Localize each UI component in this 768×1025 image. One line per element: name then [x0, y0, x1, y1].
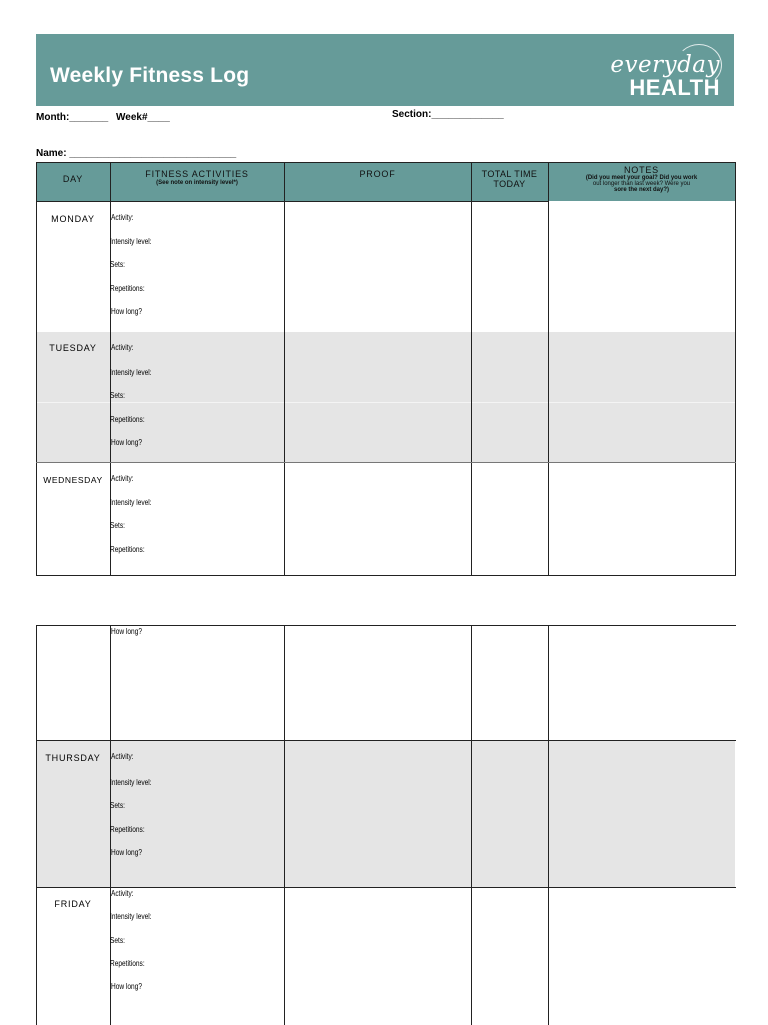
- col-notes-sub-2: out longer than last week? Were you: [592, 181, 691, 187]
- grid-line: [471, 163, 472, 576]
- grid-line: [284, 625, 285, 1025]
- grid-line: [36, 162, 736, 163]
- friday-how-long-label: How long?: [111, 982, 143, 991]
- tuesday-intensity-label: Intensity level:: [110, 368, 152, 377]
- monday-repetitions-label: Repetitions:: [110, 284, 145, 293]
- friday-sets-label: Sets:: [110, 936, 125, 945]
- week-field[interactable]: Week#____: [116, 112, 170, 123]
- day-tuesday: TUESDAY: [49, 343, 97, 353]
- grid-line: [36, 462, 736, 463]
- thursday-activity-label: Activity:: [111, 752, 134, 761]
- logo-script-text: everyday: [610, 52, 720, 78]
- thursday-row-shade: [37, 741, 735, 887]
- monday-intensity-label: Intensity level:: [110, 237, 152, 246]
- monday-activity-label: Activity:: [111, 213, 134, 222]
- wednesday-how-long-label: How long?: [111, 627, 143, 636]
- col-total-time: [471, 163, 548, 201]
- name-field[interactable]: Name: ______________________________: [36, 148, 237, 159]
- tuesday-activity-label: Activity:: [111, 343, 134, 352]
- grid-line: [471, 625, 472, 1025]
- grid-line: [36, 625, 37, 1025]
- col-day: [36, 163, 110, 201]
- friday-repetitions-label: Repetitions:: [110, 959, 145, 968]
- grid-line: [36, 163, 37, 576]
- col-activities-note: (See note on intensity level*): [156, 180, 238, 186]
- grid-line: [36, 575, 736, 576]
- col-activities-label: FITNESS ACTIVITIES: [145, 169, 249, 179]
- month-field[interactable]: Month:_______: [36, 112, 109, 123]
- tuesday-sets-label: Sets:: [110, 391, 125, 400]
- wednesday-sets-label: Sets:: [110, 521, 125, 530]
- col-proof-label: PROOF: [359, 169, 396, 179]
- thursday-intensity-label: Intensity level:: [110, 778, 152, 787]
- day-friday: FRIDAY: [54, 899, 92, 909]
- everyday-health-logo: [612, 38, 722, 102]
- day-monday: MONDAY: [51, 214, 95, 224]
- wednesday-activity-label: Activity:: [111, 474, 134, 483]
- col-total-time-line2: TODAY: [493, 179, 526, 189]
- day-wednesday: WEDNESDAY: [43, 475, 103, 485]
- grid-line: [548, 163, 549, 576]
- wednesday-intensity-label: Intensity level:: [110, 498, 152, 507]
- thursday-sets-label: Sets:: [110, 801, 125, 810]
- monday-how-long-label: How long?: [111, 307, 143, 316]
- section-field[interactable]: Section:_____________: [392, 109, 504, 120]
- friday-activity-label: Activity:: [111, 889, 134, 898]
- friday-intensity-label: Intensity level:: [110, 912, 152, 921]
- grid-line: [735, 163, 736, 576]
- day-thursday: THURSDAY: [45, 753, 101, 763]
- tuesday-how-long-label: How long?: [111, 438, 143, 447]
- col-total-time-line1: TOTAL TIME: [481, 169, 538, 179]
- col-day-label: DAY: [62, 174, 84, 184]
- col-notes: [548, 163, 735, 201]
- col-notes-sub-1: (Did you meet your goal? Did you work: [585, 175, 698, 181]
- grid-line: [284, 163, 285, 576]
- page-title: Weekly Fitness Log: [50, 64, 250, 87]
- header-banner: [36, 34, 734, 106]
- grid-line: [548, 625, 549, 1025]
- col-notes-sub-3: sore the next day?): [613, 187, 669, 193]
- col-proof: [284, 163, 471, 201]
- monday-sets-label: Sets:: [110, 260, 125, 269]
- thursday-repetitions-label: Repetitions:: [110, 825, 145, 834]
- grid-line: [36, 740, 736, 741]
- wednesday-repetitions-label: Repetitions:: [110, 545, 145, 554]
- thursday-how-long-label: How long?: [111, 848, 143, 857]
- col-activities: [110, 163, 284, 201]
- tuesday-inner-divider: [37, 402, 735, 403]
- col-notes-label: NOTES: [623, 165, 659, 175]
- grid-line: [36, 201, 548, 202]
- table-header: [36, 163, 735, 201]
- grid-line: [36, 887, 736, 888]
- tuesday-repetitions-label: Repetitions:: [110, 415, 145, 424]
- grid-line: [36, 625, 736, 626]
- logo-word-text: HEALTH: [629, 75, 720, 100]
